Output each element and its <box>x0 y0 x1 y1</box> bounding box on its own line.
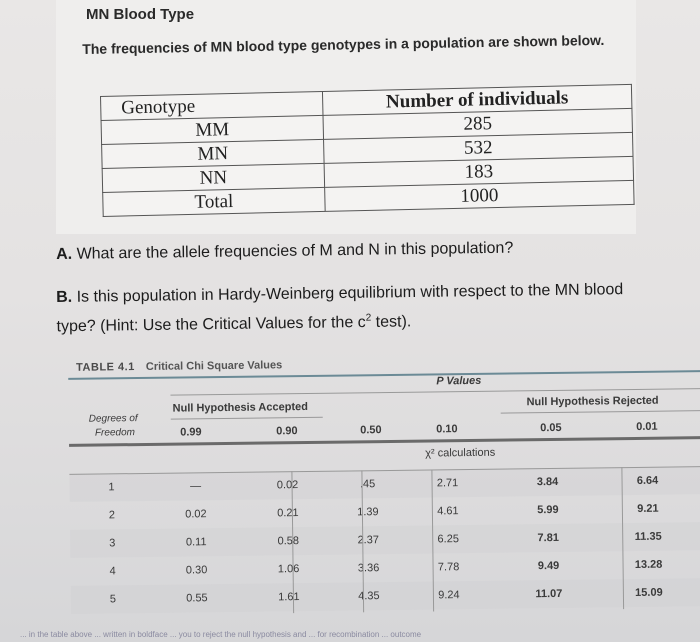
superscript: 2 <box>365 312 372 324</box>
count-header: Number of individuals <box>322 84 631 115</box>
df-cell: 3 <box>109 537 116 550</box>
count-cell: 1000 <box>325 180 634 211</box>
question-a-label: A. <box>56 245 73 263</box>
p-header: 0.01 <box>636 420 658 433</box>
count-cell: 285 <box>323 108 632 139</box>
value-cell: 5.99 <box>537 503 559 517</box>
df-cell: 5 <box>109 593 117 606</box>
question-b-text: Is this population in Hardy-Weinberg equilibrium with respect to the MN blood type? (Hint: Use the Critical Values for the c <box>56 281 624 336</box>
accepted-label: Null Hypothesis Accepted <box>172 400 308 415</box>
p-header: 0.99 <box>180 426 202 439</box>
accepted-rule <box>171 417 323 420</box>
value-cell: 9.24 <box>438 589 460 602</box>
value-cell: 0.02 <box>185 508 207 521</box>
value-cell: 1.61 <box>278 591 300 604</box>
rejected-rule <box>501 410 700 413</box>
value-cell: 9.21 <box>637 502 659 515</box>
p-header: 0.10 <box>436 423 458 436</box>
genotype-cell: NN <box>102 163 324 192</box>
genotype-cell: MM <box>101 115 323 144</box>
df-cell: 2 <box>108 509 116 522</box>
p-header: 0.05 <box>540 421 562 435</box>
value-cell: 13.28 <box>634 558 663 571</box>
page-title: MN Blood Type <box>86 6 195 23</box>
value-cell: 0.21 <box>277 507 299 520</box>
value-cell: 11.07 <box>535 587 563 601</box>
value-cell: 6.64 <box>636 474 659 487</box>
value-cell: 3.84 <box>536 475 559 489</box>
value-cell: 1.39 <box>357 506 379 519</box>
question-b-text-end: test). <box>371 313 412 331</box>
footer-text: ... in the table above ... written in boldface ... you to reject the null hypothesis and ... for recombination ... outcome <box>20 630 422 639</box>
rejected-label: Null Hypothesis Rejected <box>526 394 659 409</box>
value-cell: 0.55 <box>186 592 208 605</box>
value-cell: 0.30 <box>185 564 208 577</box>
question-b <box>56 277 657 340</box>
table-caption <box>76 359 282 374</box>
value-cell: 2.71 <box>436 477 459 490</box>
p-header: 0.50 <box>360 424 382 437</box>
p-values-label: P Values <box>436 374 482 388</box>
value-cell: 7.81 <box>537 531 560 545</box>
p-header: 0.90 <box>276 425 298 438</box>
table-name: Critical Chi Square Values <box>145 359 283 373</box>
genotype-cell: MN <box>102 139 324 168</box>
value-cell: 1.06 <box>277 563 300 576</box>
value-cell: 0.11 <box>185 536 207 549</box>
count-cell: 183 <box>324 156 633 187</box>
calc-label: χ² calculations <box>425 446 496 460</box>
chi-square-table <box>60 350 700 638</box>
value-cell: 7.78 <box>437 561 460 574</box>
value-cell: 6.25 <box>437 533 460 546</box>
value-cell: 2.37 <box>357 534 380 547</box>
value-cell: 3.36 <box>357 562 380 575</box>
value-cell: 0.58 <box>277 535 300 548</box>
df-cell: 4 <box>109 565 116 578</box>
genotype-header: Genotype <box>101 91 323 120</box>
question-b-label: B. <box>56 288 73 306</box>
value-cell: .45 <box>359 478 376 491</box>
genotype-cell: Total <box>103 187 325 216</box>
value-cell: — <box>190 480 202 493</box>
value-cell: 15.09 <box>635 586 663 599</box>
value-cell: 4.61 <box>437 505 459 518</box>
df-label: Degrees of <box>88 413 138 425</box>
genotype-table <box>100 84 635 217</box>
value-cell: 4.35 <box>358 590 380 603</box>
intro-text: The frequencies of MN blood type genotypes in a population are shown below. <box>82 31 605 57</box>
df-label-2: Freedom <box>94 427 135 439</box>
value-cell: 11.35 <box>634 530 662 543</box>
df-cell: 1 <box>108 481 115 494</box>
value-cell: 0.02 <box>276 479 299 492</box>
count-cell: 532 <box>324 132 633 163</box>
question-a-text: What are the allele frequencies of M and N in this population? <box>76 239 514 263</box>
value-cell: 9.49 <box>537 559 560 573</box>
table-number: TABLE 4.1 <box>76 361 135 374</box>
